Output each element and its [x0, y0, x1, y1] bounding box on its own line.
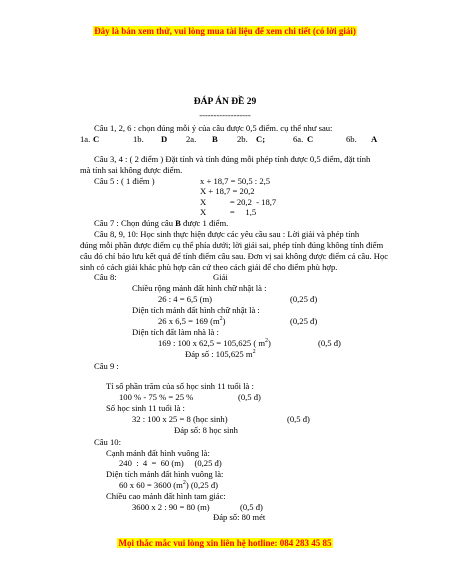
q10-l4-sup: 2	[182, 480, 186, 487]
q9-points: (0,5 đ)	[238, 392, 261, 402]
q8-l4-end: )	[222, 316, 226, 326]
q7-prefix: Câu 7 : Chọn đúng câu	[94, 218, 176, 228]
q5-line: X = 1,5	[200, 207, 257, 217]
q5-label: Câu 5 : ( 1 điểm )	[94, 176, 155, 186]
answer-2a-label: 2a.	[186, 134, 197, 144]
q8-answer	[185, 349, 256, 359]
q34-line1: Câu 3, 4 : ( 2 điểm ) Đặt tính và tính đúng mỗi phép tính được 0,5 điểm, đặt tính	[94, 154, 371, 164]
q8-line	[158, 338, 271, 348]
q8910-line: sinh có cách giải khác phù hợp căn cứ theo cách giải để cho điểm phù hợp.	[80, 262, 338, 272]
q126-intro: Câu 1, 2, 6 : chọn đúng mỗi ý của câu được 0,5 điểm. cụ thể như sau:	[94, 123, 333, 133]
q10-l4-end: ) (0,25 đ)	[185, 480, 219, 490]
q8910-line: Câu 8, 9, 10: Học sinh thực hiện được các yêu cầu sau : Lời giải và phép tính	[94, 229, 360, 239]
q8-l6: 169 : 100 x 62,5 = 105,625 ( m	[158, 338, 266, 348]
q10-line: Diện tích mảnh đất hình vuông là:	[106, 469, 224, 479]
answer-2b-label: 2b.	[237, 134, 248, 144]
q9-label: Câu 9 :	[94, 361, 119, 371]
q8910-line: đúng mỗi phần được điểm cụ thể phía dưới; lời giải sai, phép tính đúng không tính điểm	[80, 240, 384, 250]
answer-6b-value: A	[371, 134, 378, 144]
q7-line	[94, 218, 228, 228]
answer-6b-label: 6b.	[346, 134, 357, 144]
q8-answer-sup: 2	[252, 349, 256, 356]
top-banner-text: Đây là bản xem thử, vui lòng mua tài liệu để xem chi tiết (có lời giải)	[94, 26, 356, 36]
page-title: ĐÁP ÁN ĐỀ 29	[193, 97, 257, 107]
q8910-line: câu đó chỉ bảo lưu kết quả để tính điểm câu sau. Đơn vị sai không được điểm cả câu. Học	[80, 251, 389, 261]
top-banner	[0, 26, 450, 36]
q10-l4: 60 x 60 = 3600 (m	[119, 480, 183, 490]
q7-suffix: được 1 điểm.	[180, 218, 229, 228]
q10-answer: Đáp số: 80 mét	[213, 512, 266, 522]
q10-line: 3600 x 2 : 90 = 80 (m)	[132, 502, 210, 512]
q8-points: (0,25 đ)	[290, 294, 318, 304]
q8-giai: Giải	[213, 272, 228, 282]
answer-6a-value: C	[307, 134, 314, 144]
answer-2b-value: C;	[256, 134, 266, 144]
q8-points: (0,25 đ)	[290, 316, 318, 326]
q10-line: 240 : 4 = 60 (m) (0,25 đ)	[119, 458, 222, 468]
q34-line2: mà tính sai không được điểm.	[80, 165, 183, 175]
hotline-text: Mọi thắc mắc vui lòng xin liên hệ hotline: 084 283 45 85	[118, 538, 332, 548]
q8-line	[158, 316, 226, 326]
answer-1b-label: 1b.	[133, 134, 144, 144]
q9-line: Tỉ số phần trăm của số học sinh 11 tuổi là :	[106, 381, 254, 391]
q9-line: 32 : 100 x 25 = 8 (học sinh)	[132, 414, 228, 424]
q10-label: Câu 10:	[94, 437, 121, 447]
q8-line: 26 : 4 = 6,5 (m)	[158, 294, 213, 304]
q5-line: x + 18,7 = 50,5 : 2,5	[200, 176, 271, 186]
q10-line: Chiều cao mảnh đất hình tam giác:	[106, 491, 226, 501]
q5-line: X + 18,7 = 20,2	[200, 186, 255, 196]
q8-points: (0,5 đ)	[318, 338, 341, 348]
q8-line: Diện tích đất làm nhà là :	[132, 327, 219, 337]
bottom-banner	[0, 538, 450, 548]
q8-line: Chiều rộng mảnh đất hình chữ nhật là :	[132, 283, 267, 293]
answer-1a-label: 1a.	[80, 134, 91, 144]
q8-answer-text: Đáp số : 105,625 m	[185, 349, 253, 359]
q8-line: Diện tích mảnh đất hình chữ nhật là :	[132, 305, 260, 315]
q8-l6-sup: 2	[265, 338, 269, 345]
answer-2a-value: B	[212, 134, 218, 144]
answer-1a-value: C	[93, 134, 100, 144]
q9-line: 100 % - 75 % = 25 %	[119, 392, 194, 402]
q10-line	[119, 480, 218, 490]
answer-1b-value: D	[161, 134, 168, 144]
q9-points: (0,5 đ)	[287, 414, 310, 424]
answer-6a-label: 6a.	[293, 134, 304, 144]
q8-l4: 26 x 6,5 = 169 (m	[158, 316, 220, 326]
q8-label: Câu 8:	[94, 272, 117, 282]
title-divider: ------------------	[199, 110, 251, 120]
q9-line: Số học sinh 11 tuổi là :	[106, 403, 185, 413]
q10-points: (0,5 đ)	[240, 502, 263, 512]
q8-l6-end: )	[268, 338, 271, 348]
q7-bold: B	[175, 218, 181, 228]
q9-answer: Đáp số: 8 học sinh	[174, 425, 238, 435]
q8-l4-sup: 2	[219, 316, 223, 323]
q10-line: Cạnh mảnh đất hình vuông là:	[106, 448, 210, 458]
q5-line: X = 20,2 - 18,7	[200, 197, 277, 207]
